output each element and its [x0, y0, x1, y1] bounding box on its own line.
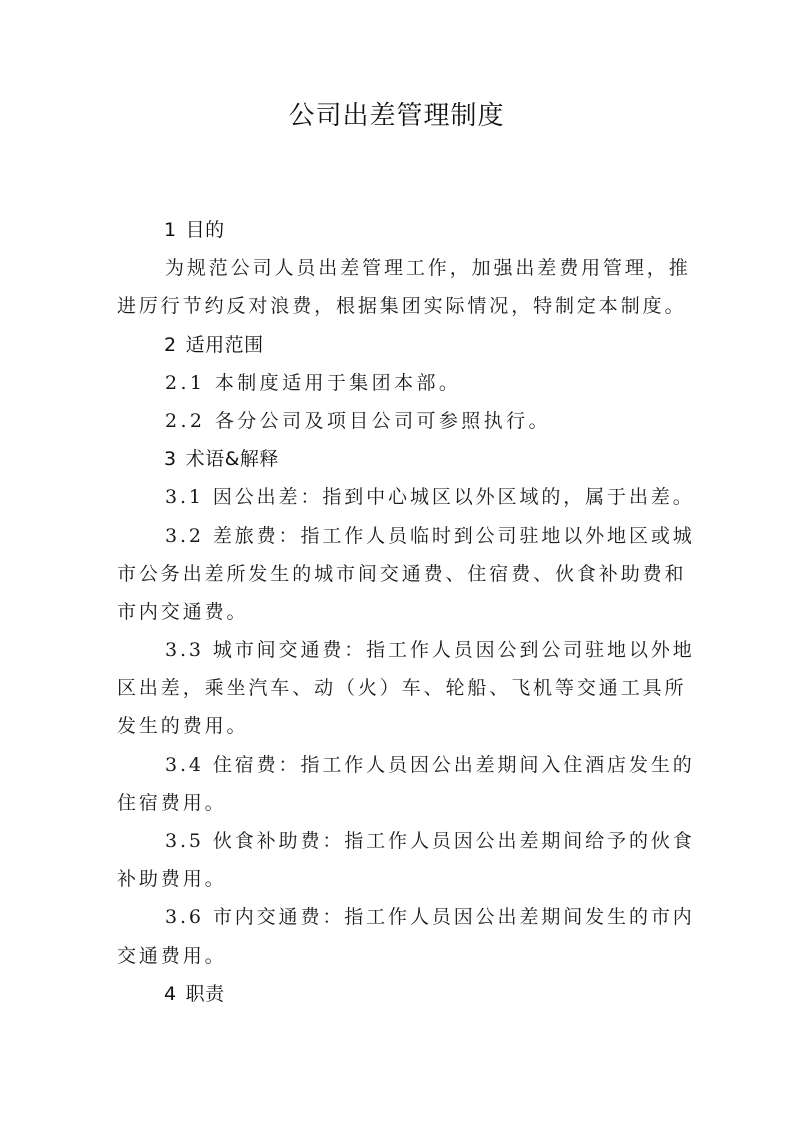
- paragraph-line: 进厉行节约反对浪费，根据集团实际情况，特制定本制度。: [117, 295, 687, 318]
- clause-3-5: 3.5 伙食补助费：指工作人员因公出差期间给予的伙食: [165, 830, 695, 852]
- section-heading-3: [117, 440, 677, 478]
- document-body: [117, 211, 695, 1013]
- paragraph-line: 补助费用。: [117, 868, 227, 891]
- paragraph-line: 为规范公司人员出差管理工作，加强出差费用管理，推: [165, 257, 691, 280]
- section-title: 职责: [185, 982, 225, 1005]
- clause-text: 本制度适用于集团本部。: [214, 371, 462, 394]
- section-heading-2: [117, 326, 677, 364]
- paragraph-line: 市公务出差所发生的城市间交通费、住宿费、伙食补助费和: [117, 562, 687, 585]
- clause-text: 各分公司及项目公司可参照执行。: [214, 409, 551, 432]
- section-heading-1: [117, 211, 677, 249]
- clause-3-4: 3.4 住宿费：指工作人员因公出差期间入住酒店发生的: [165, 753, 695, 776]
- clause-3-3: 3.3 城市间交通费：指工作人员因公到公司驻地以外地: [165, 639, 695, 662]
- paragraph-line: 发生的费用。: [117, 715, 249, 738]
- section-number: 2: [164, 333, 177, 356]
- section-title: 目的: [185, 219, 225, 241]
- document-title: 公司出差管理制度: [288, 101, 505, 131]
- clause-number: 2.1: [165, 371, 206, 394]
- paragraph-line: 住宿费用。: [117, 791, 227, 814]
- clause-3-2: 3.2 差旅费：指工作人员临时到公司驻地以外地区或城: [165, 524, 695, 547]
- clause-2-2: [117, 402, 677, 440]
- section-title: 适用范围: [185, 333, 264, 356]
- section-number: 1: [164, 219, 177, 241]
- section-number: 3: [164, 448, 177, 471]
- paragraph-line: 交通费用。: [117, 944, 227, 967]
- clause-number: 2.2: [165, 409, 206, 432]
- clause-2-1: [117, 364, 677, 402]
- section-title: 术语&解释: [185, 448, 279, 471]
- paragraph-line: 市内交通费。: [117, 600, 249, 623]
- clause-3-6: 3.6 市内交通费：指工作人员因公出差期间发生的市内: [165, 906, 695, 929]
- paragraph-line: 区出差，乘坐汽车、动（火）车、轮船、飞机等交通工具所: [117, 677, 687, 700]
- clause-3-1: 3.1 因公出差：指到中心城区以外区域的，属于出差。: [165, 486, 695, 509]
- section-number: 4: [164, 982, 177, 1005]
- section-heading-4: [117, 975, 677, 1013]
